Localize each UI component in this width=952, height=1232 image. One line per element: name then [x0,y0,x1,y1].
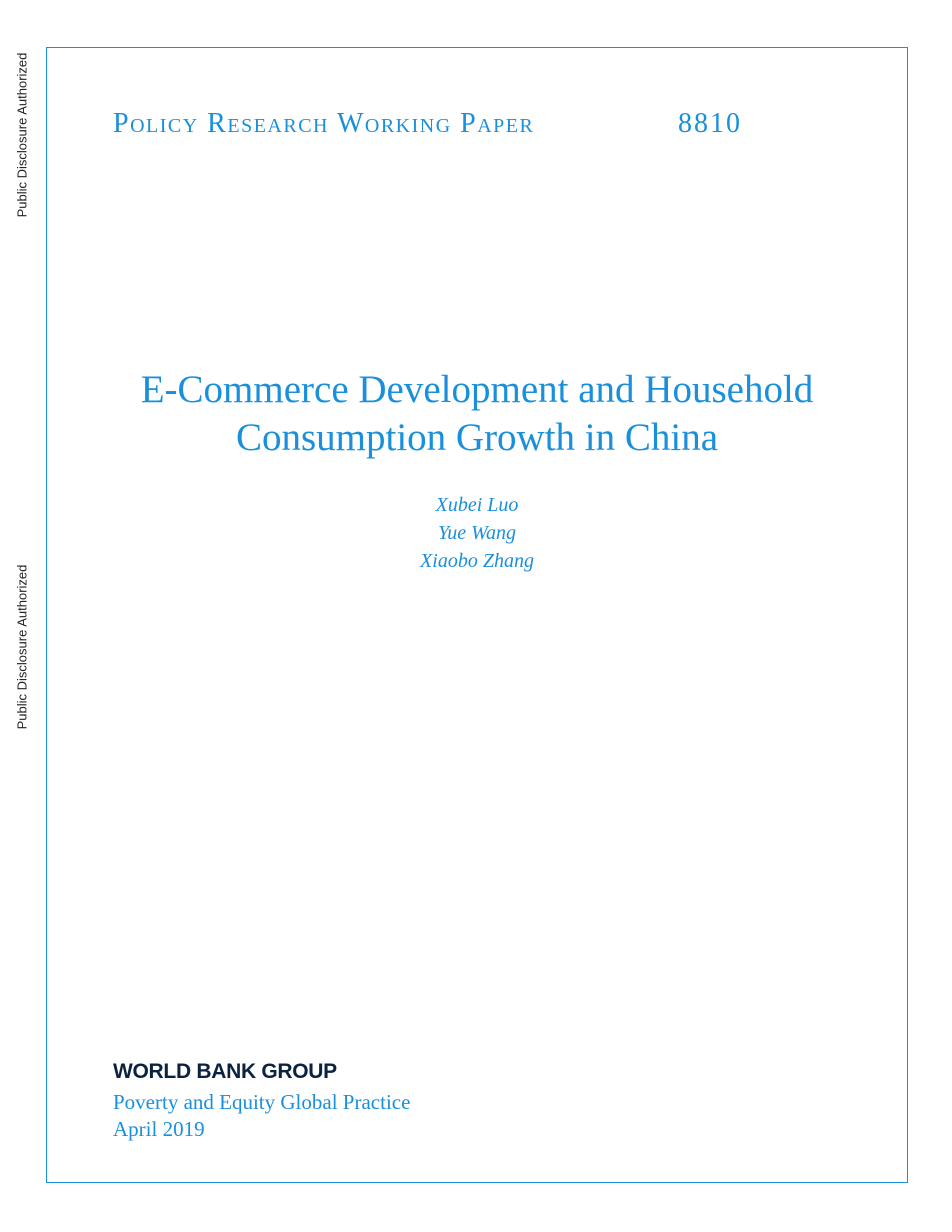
author-name: Xubei Luo [435,494,519,516]
page-frame [46,47,908,1183]
paper-number: 8810 [678,108,742,139]
publication-date: April 2019 [113,1117,205,1141]
author-list [46,491,908,575]
author-name: Xiaobo Zhang [420,550,534,572]
author-name: Yue Wang [438,522,516,544]
title-line-2: Consumption Growth in China [235,416,719,459]
paper-title [46,366,908,462]
disclosure-label-bottom: Public Disclosure Authorized [14,564,30,730]
disclosure-label-top: Public Disclosure Authorized [14,52,30,218]
title-line-1: E-Commerce Development and Household [140,368,814,411]
series-name: Policy Research Working Paper [113,108,535,139]
organization-logo-text: WORLD BANK GROUP [113,1060,337,1083]
global-practice: Poverty and Equity Global Practice [113,1090,411,1114]
